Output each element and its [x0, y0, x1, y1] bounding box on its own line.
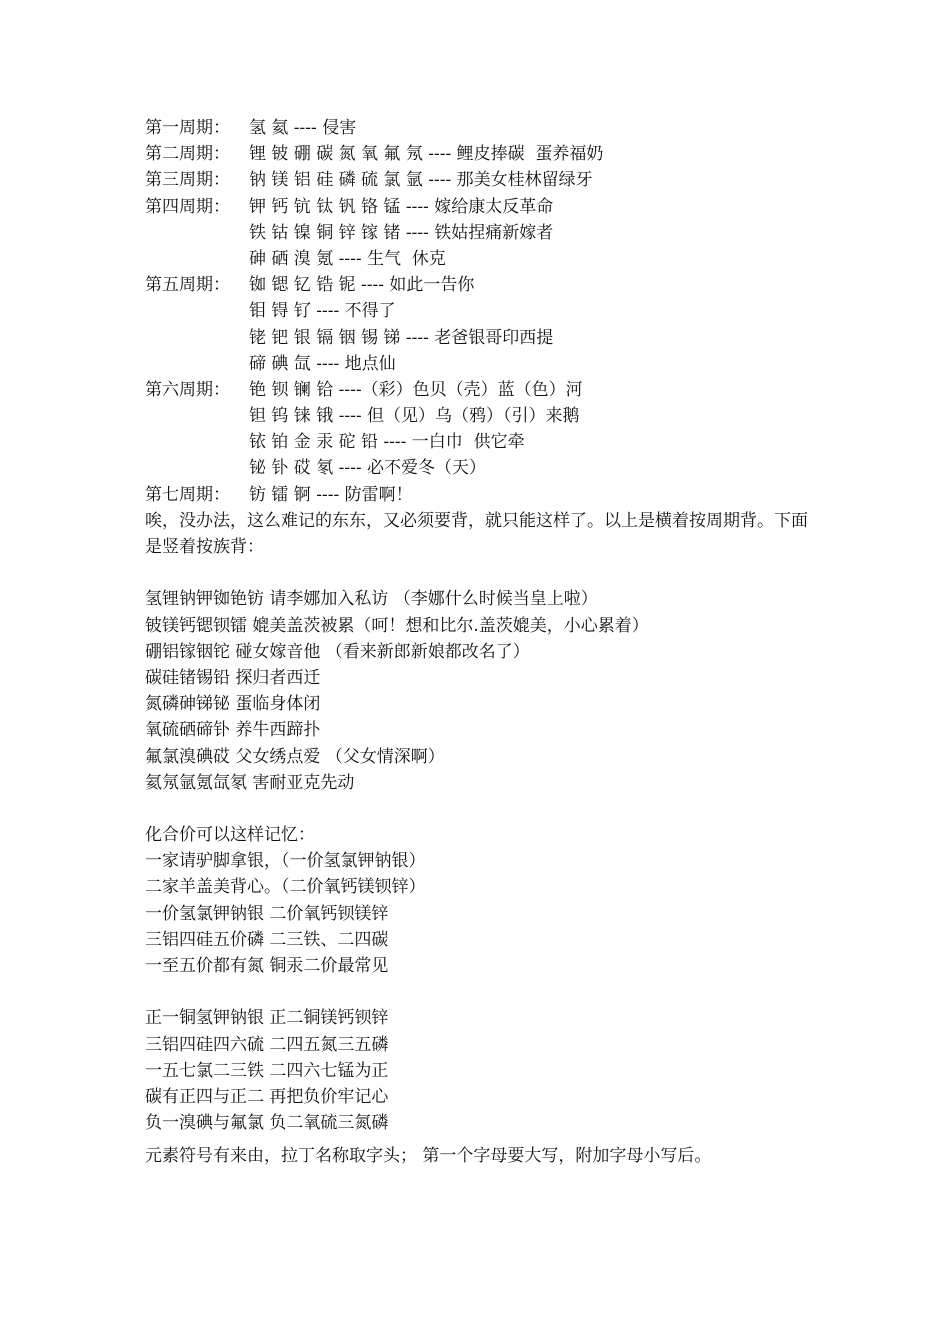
group-line: 硼铝镓铟铊 碰女嫁音他 （看来新郎新娘都改名了） — [145, 641, 530, 662]
period-row — [145, 115, 825, 141]
period-row — [145, 325, 825, 351]
period-row — [145, 482, 825, 508]
period-line: 铑 钯 银 镉 铟 锡 锑 ---- 老爸银哥印西提 — [249, 327, 554, 348]
period-line: 钼 锝 钌 ---- 不得了 — [249, 301, 396, 322]
valence-line: 三铝四硅五价磷 二三铁、二四碳 — [145, 929, 389, 950]
period-row — [145, 429, 825, 455]
period-line: 砷 硒 溴 氪 ---- 生气 休克 — [249, 248, 446, 269]
group-line: 铍镁钙锶钡镭 媲美盖茨被累（呵！想和比尔.盖茨媲美，小心累着） — [145, 615, 649, 636]
valence-line: 正一铜氢钾钠银 正二铜镁钙钡锌 — [145, 1008, 389, 1029]
period-row — [145, 246, 825, 272]
period-line: 铁 钴 镍 铜 锌 镓 锗 ---- 铁姑捏痛新嫁者 — [249, 222, 554, 243]
valence-line: 负一溴碘与氟氯 负二氧硫三氮磷 — [145, 1113, 389, 1134]
valence-line: 二家羊盖美背心。（二价氧钙镁钡锌） — [145, 877, 426, 898]
period-row — [145, 377, 825, 403]
period-line: 锂 铍 硼 碳 氮 氧 氟 氖 ---- 鲤皮捧碳 蛋养福奶 — [249, 144, 604, 165]
period-label: 第六周期： — [145, 379, 230, 400]
period-line: 铷 锶 钇 锆 铌 ---- 如此一告你 — [249, 275, 475, 296]
period-line: 钽 钨 铼 锇 ---- 但（见）乌（鸦）（引）来鹅 — [249, 406, 580, 427]
group-line: 氟氯溴碘砹 父女绣点爱 （父女情深啊） — [145, 746, 445, 767]
period-line: 氢 氦 ---- 侵害 — [249, 118, 357, 138]
period-label: 第七周期： — [145, 484, 230, 505]
period-row — [145, 403, 825, 429]
valence-line: 一五七氯二三铁 二四六七锰为正 — [145, 1060, 389, 1081]
document-body — [145, 115, 825, 1170]
period-row — [145, 351, 825, 377]
group-line: 氧硫硒碲钋 养牛西蹄扑 — [145, 720, 321, 741]
period-row — [145, 194, 825, 220]
period-label: 第四周期： — [145, 196, 230, 217]
valence-line: 碳有正四与正二 再把负价牢记心 — [145, 1086, 389, 1107]
period-label: 第一周期： — [145, 118, 230, 138]
period-row — [145, 298, 825, 324]
group-line: 碳硅锗锡铅 探归者西迁 — [145, 667, 321, 688]
group-line: 氮磷砷锑铋 蛋临身体闭 — [145, 694, 321, 715]
period-label: 第五周期： — [145, 275, 230, 296]
summary-paragraph: 唉，没办法，这么难记的东东，又必须要背，就只能这样了。以上是横着按周期背。下面是竖着按族背： — [145, 510, 808, 558]
period-row — [145, 167, 825, 193]
element-symbol-rule: 元素符号有来由，拉丁名称取字头； 第一个字母要大写，附加字母小写后。 — [145, 1146, 712, 1167]
period-line: 铋 钋 砹 氡 ---- 必不爱冬（天） — [249, 458, 486, 479]
period-line: 铱 铂 金 汞 砣 铅 ---- 一白巾 供它牵 — [249, 432, 525, 453]
period-line: 钾 钙 钪 钛 钒 铬 锰 ---- 嫁给康太反革命 — [249, 196, 554, 217]
valence-title: 化合价可以这样记忆： — [145, 825, 315, 846]
period-line: 铯 钡 镧 铪 ----（彩）色贝（壳）蓝（色）河 — [249, 379, 583, 400]
period-row — [145, 455, 825, 481]
valence-line: 一家请驴脚拿银，（一价氢氯钾钠银） — [145, 851, 426, 872]
period-label: 第三周期： — [145, 170, 230, 191]
period-label: 第二周期： — [145, 144, 230, 165]
period-line: 钠 镁 铝 硅 磷 硫 氯 氩 ---- 那美女桂林留绿牙 — [249, 170, 593, 191]
period-row — [145, 141, 825, 167]
period-line: 钫 镭 锕 ---- 防雷啊！ — [249, 484, 413, 505]
group-line: 氦氖氩氪氙氡 害耐亚克先动 — [145, 772, 355, 793]
period-row — [145, 220, 825, 246]
group-line: 氢锂钠钾铷铯钫 请李娜加入私访 （李娜什么时候当皇上啦） — [145, 589, 598, 610]
valence-line: 一价氢氯钾钠银 二价氧钙钡镁锌 — [145, 903, 389, 924]
valence-line: 一至五价都有氮 铜汞二价最常见 — [145, 956, 389, 977]
period-row — [145, 272, 825, 298]
valence-line: 三铝四硅四六硫 二四五氮三五磷 — [145, 1034, 389, 1055]
period-line: 碲 碘 氙 ---- 地点仙 — [249, 353, 396, 374]
